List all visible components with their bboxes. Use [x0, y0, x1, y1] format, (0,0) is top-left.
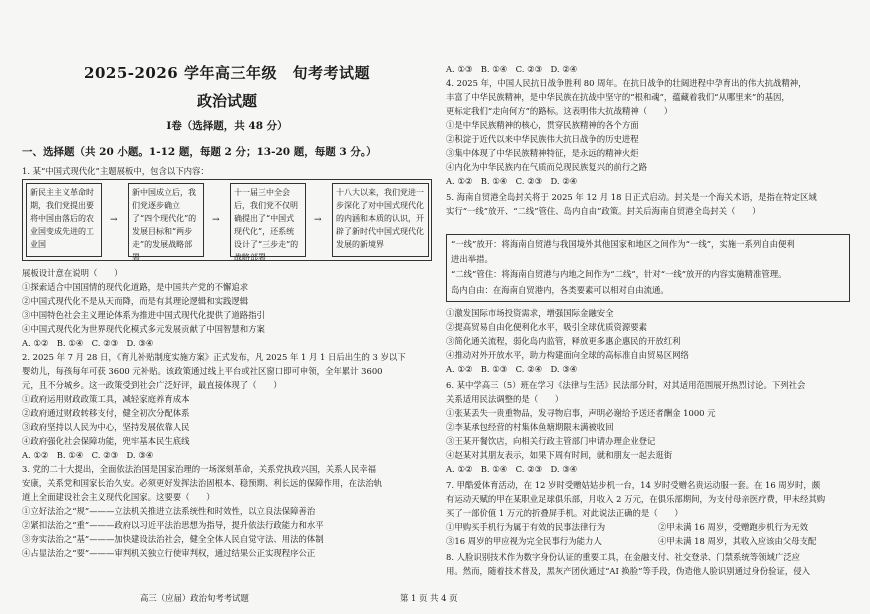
flow-box-2: 新中国成立后，我们党逐步确立了“四个现代化”的发展目标和“两步走”的发展战略部署	[128, 183, 204, 257]
question-2-choices: A. ①② B. ①④ C. ②③ D. ③④	[22, 450, 154, 460]
question-1-option: ③中国特色社会主义理论体系为推进中国式现代化提供了道路指引	[22, 310, 265, 320]
question-3-option: ④占显法治之“要”———审判机关独立行使审判权，通过结果公正实现程序公正	[22, 548, 316, 558]
part-heading: Ⅰ卷（选择题，共 48 分）	[166, 120, 288, 132]
question-6-option: ④赵某对其朋友表示，如果下周有时间，就和朋友一起去逛街	[446, 450, 673, 460]
question-2-option: ①政府运用财政政策工具，减轻家庭养育成本	[22, 394, 190, 404]
question-3-option: ①立好法治之“规”———立法机关推进立法系统性和时效性，以立良法保障善治	[22, 506, 316, 516]
question-5-option: ②提高贸易自由化便利化水平，吸引全球优质资源要素	[446, 322, 647, 332]
page-number: 第 1 页 共 4 页	[400, 593, 458, 603]
question-1-stem: 1. 某“中国式现代化”主题展板中，包含以下内容：	[22, 166, 209, 176]
question-1-ask: 展板设计意在说明（ ）	[22, 268, 123, 278]
question-7-line: 7. 甲酷爱体育活动，在 12 岁时受赠姑姑步机一台，14 岁时受赠名贵运动服一套。在 16 周岁时，颇	[446, 480, 821, 490]
question-3-line: 3. 党的二十大提出，全面依法治国是国家治理的一场深刻革命，关系党执政兴国，关系人民幸福	[22, 464, 377, 474]
flow-arrow-2: →	[212, 215, 220, 225]
question-2-option: ④政府强化社会保障功能，兜牢基本民生底线	[22, 436, 190, 446]
question-4-line: 4. 2025 年，中国人民抗日战争胜利 80 周年。在抗日战争的壮阔进程中孕育出的伟大抗战精神，	[446, 78, 807, 88]
question-4-option: ②积淀于近代以来中华民族伟大抗日战争的历史进程	[446, 134, 639, 144]
question-3-option: ②紧扣法治之“重”———政府以习近平法治思想为指导，提升依法行政能力和水平	[22, 520, 324, 530]
material-line: 进出举措。	[451, 254, 493, 264]
question-4-line: 更标定我们“走向何方”的路标。这表明伟大抗战精神（ ）	[446, 106, 673, 116]
question-4-option: ③集中体现了中华民族精神特征，是永远的精神火炬	[446, 148, 639, 158]
question-7-option: ②甲未满 16 周岁，受赠跑步机行为无效	[658, 522, 808, 532]
question-5-choices: A. ①② B. ①③ C. ②④ D. ③④	[446, 364, 578, 374]
section-heading: 一、选择题（共 20 小题。1-12 题，每题 2 分；13-20 题，每题 3 分。）	[22, 146, 377, 158]
question-5-option: ①激发国际市场投资需求，增强国际金融安全	[446, 308, 614, 318]
question-2-option: ③政府坚持以人民为中心，坚持发展依靠人民	[22, 422, 190, 432]
question-4-option: ①是中华民族精神的核心，贯穿民族精神的各个方面	[446, 120, 639, 130]
question-3-line: 道上全面建设社会主义现代化国家。这要要（ ）	[22, 492, 215, 502]
flow-box-4: 十八大以来，我们党进一步深化了对中国式现代化的内涵和本质的认识，开辟了新时代中国式现代化发展的新境界	[332, 183, 429, 257]
question-6-line: 6. 某中学高三（5）班在学习《法律与生活》民法部分时，对其适用范围展开热烈讨论。下列社会	[446, 380, 806, 390]
question-5-material-box	[446, 234, 850, 302]
question-8-line: 用。然而，随着技术普及，黑灰产团伙通过“AI 换脸”等手段，伪造他人脸识别通过身份验证，侵入	[446, 566, 810, 576]
question-6-option: ①张某丢失一贵重物品，发寻物启事，声明必谢给予送还者酬金 1000 元	[446, 408, 716, 418]
exam-title: 2025-2026 学年高三年级 旬考考试题	[84, 64, 370, 82]
question-6-choices: A. ①② B. ①④ C. ②③ D. ③④	[446, 464, 578, 474]
question-4-line: 丰富了中华民族精神，是中华民族在抗战中坚守的“根和魂”，蕴藏着我们“从哪里来”的基因，	[446, 92, 790, 102]
question-7-option: ③16 周岁的甲应视为完全民事行为能力人	[446, 536, 602, 546]
footer-exam-name: 高三（应届）政治旬考考试题	[140, 593, 249, 603]
material-line: “一线”放开：将海南自贸港与我国境外其他国家和地区之间作为“一线”，实施一系列自由便利	[451, 239, 795, 249]
question-3-option: ③夯实法治之“基”———加快建设法治社会，健全全体人民自觉守法、用法的体制	[22, 534, 324, 544]
question-4-option: ④内化为中华民族内在气质而兑现民族复兴的前行之路	[446, 162, 647, 172]
question-7-option: ①甲购买手机行为属于有效的民事法律行为	[446, 522, 606, 532]
question-7-line: 买了一部价值 1 万元的折叠屏手机。对此说法正确的是（ ）	[446, 508, 683, 518]
question-5-option: ③简化通关流程，弱化岛内监管，释放更多惠企惠民的开放红利	[446, 336, 681, 346]
flow-box-1: 新民主主义革命时期，我们党提出要将中国由落后的农业国变成先进的工业国	[26, 183, 102, 257]
question-1-option: ①探索适合中国国情的现代化道路，是中国共产党的不懈追求	[22, 282, 249, 292]
question-3-line: 安康，关系党和国家长治久安。必须更好发挥法治固根本、稳预期、利长远的保障作用，在法治轨	[22, 478, 383, 488]
flow-arrow-3: →	[314, 215, 322, 225]
question-2-line: 2. 2025 年 7 月 28 日，《育儿补贴制度实施方案》正式发布，凡 2025 年 1 月 1 日后出生的 3 岁以下	[22, 352, 406, 362]
question-5-option: ④推动对外开放水平，助力构建面向全球的高标准自由贸易区网络	[446, 350, 689, 360]
question-8-line: 8. 人脸识别技术作为数字身份认证的重要工具，在金融支付、社交登录、门禁系统等领域广泛应	[446, 552, 801, 562]
material-line: “二线”管住：将海南自贸港与内地之间作为“二线”，针对“一线”放开的内容实施精准管理。	[451, 269, 787, 279]
question-3-choices: A. ①③ B. ①④ C. ②③ D. ②④	[446, 64, 578, 74]
question-1-option: ②中国式现代化不是从天而降，而是有其理论逻辑和实践逻辑	[22, 296, 249, 306]
question-2-option: ②政府通过财政转移支付，健全初次分配体系	[22, 408, 190, 418]
question-5-line: 5. 海南自贸港全岛封关将于 2025 年 12 月 18 日正式启动。封关是一个海关术语，是指在特定区域	[446, 192, 817, 202]
question-4-choices: A. ①② B. ①④ C. ②③ D. ②④	[446, 176, 578, 186]
question-7-option: ④甲未满 18 周岁，其收入应该由父母支配	[658, 536, 817, 546]
question-6-option: ②李某承包经营的村集体鱼塘期限未满被收回	[446, 422, 614, 432]
question-1-choices: A. ①② B. ①④ C. ②③ D. ③④	[22, 338, 154, 348]
question-2-line: 元，且不分城乡。这一政策受到社会广泛好评，最直接体现了（ ）	[22, 380, 282, 390]
question-6-line: 关系适用民法调整的是（ ）	[446, 394, 564, 404]
subject-title: 政治试题	[196, 92, 257, 110]
question-7-line: 有运动天赋的甲在某职业足球俱乐部，月收入 2 万元，在俱乐部期间，为支付母亲医疗费，甲未经其购	[446, 494, 826, 504]
material-line: 岛内自由：在海南自贸港内，各类要素可以相对自由流通。	[451, 285, 669, 295]
flow-arrow-1: →	[110, 215, 118, 225]
question-1-flow-panel	[22, 179, 432, 261]
question-6-option: ③王某开餐饮店，向相关行政主管部门申请办理企业登记	[446, 436, 656, 446]
question-1-option: ④中国式现代化为世界现代化模式多元发展贡献了中国智慧和方案	[22, 324, 265, 334]
flow-box-3: 十一届三中全会后，我们党不仅明确提出了“中国式现代化”，还系统设计了“三步走”的战略部署	[230, 183, 306, 257]
question-2-line: 婴幼儿，每孩每年可获 3600 元补贴。该政策通过线上平台或社区窗口即可申领，全年累计 3600	[22, 366, 383, 376]
question-5-line: 实行“一线”放开、“二线”管住、岛内自由”政策。封关后海南自贸港全岛封关（ ）	[446, 206, 761, 216]
